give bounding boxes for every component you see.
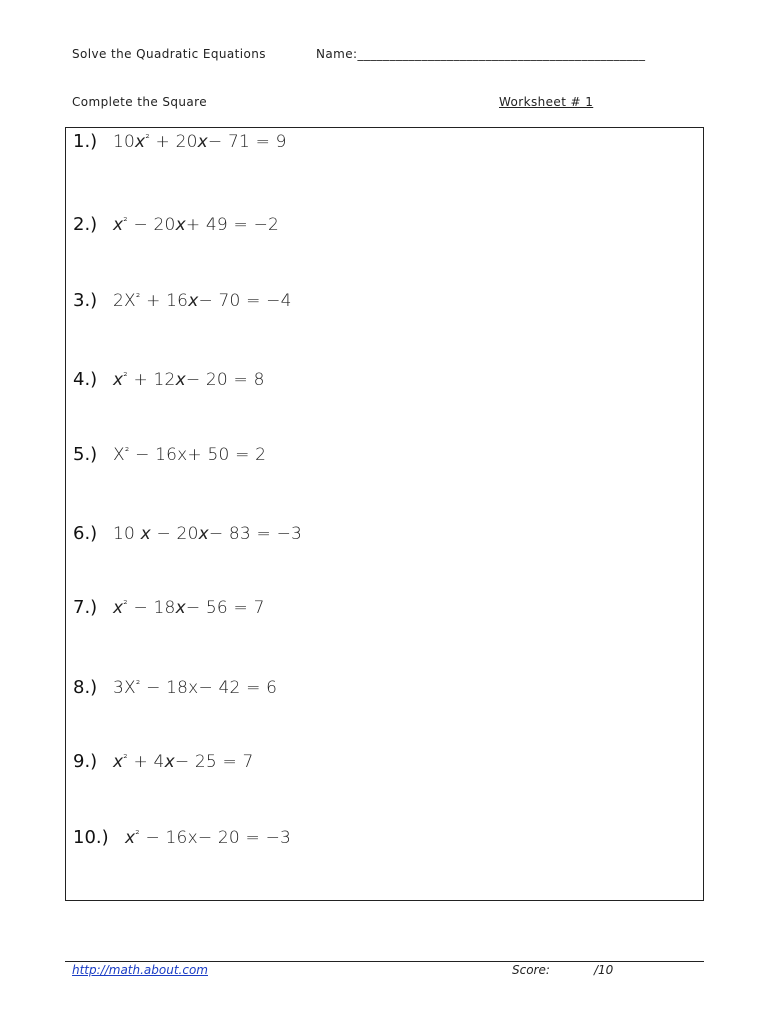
equation-part: − 25 = 7 — [174, 752, 254, 772]
score-label: Score: — [512, 963, 550, 977]
equation-part: ² — [124, 445, 130, 458]
equation-part: − 20 — [127, 215, 176, 235]
problem-number: 1.) — [73, 131, 98, 152]
equation-part: + 49 = −2 — [185, 215, 280, 235]
worksheet-title: Solve the Quadratic Equations — [72, 47, 266, 61]
equation-part: − 18 — [127, 598, 176, 618]
equation-part: 2X — [113, 291, 136, 311]
equation-part: x — [113, 215, 124, 235]
equation-part: x — [164, 752, 175, 772]
equation-part: ² — [123, 752, 128, 765]
problem-4 — [73, 369, 265, 390]
name-field-label: Name:_____________________________________________ — [316, 47, 646, 61]
problem-equation — [113, 291, 292, 311]
equation-part: x — [125, 828, 136, 848]
equation-part: x — [113, 752, 124, 772]
equation-part: ² — [123, 598, 128, 611]
problem-equation — [113, 598, 265, 618]
equation-part: + 16 — [140, 291, 189, 311]
score-total: /10 — [594, 963, 614, 977]
problems-box — [65, 127, 704, 901]
problem-equation — [113, 524, 302, 544]
equation-part: − 20 — [150, 524, 199, 544]
problem-5 — [73, 444, 266, 465]
equation-part: ² — [123, 215, 128, 228]
problem-3 — [73, 290, 292, 311]
problem-number: 8.) — [73, 677, 98, 698]
equation-part: x — [140, 524, 151, 544]
problem-number: 7.) — [73, 597, 98, 618]
problem-number: 2.) — [73, 214, 98, 235]
equation-part: ² — [135, 828, 140, 841]
worksheet-subtitle: Complete the Square — [72, 95, 208, 109]
equation-part: x — [197, 132, 208, 152]
equation-part: + 4 — [127, 752, 165, 772]
equation-part: x — [113, 370, 124, 390]
problem-equation — [113, 752, 254, 772]
problem-equation — [113, 370, 265, 390]
equation-part: + 20 — [149, 132, 198, 152]
equation-part: − 16x− 20 = −3 — [139, 828, 292, 848]
equation-part: − 18x− 42 = 6 — [140, 678, 278, 698]
equation-part: + 12 — [127, 370, 176, 390]
equation-part: ² — [135, 291, 141, 304]
problem-equation — [113, 445, 266, 465]
equation-part: x — [113, 598, 124, 618]
problem-2 — [73, 214, 279, 235]
equation-part: x — [198, 524, 209, 544]
problem-number: 6.) — [73, 523, 98, 544]
equation-part: x — [175, 370, 186, 390]
equation-part: − 20 = 8 — [185, 370, 265, 390]
equation-part: 10 — [113, 524, 141, 544]
problem-equation — [113, 215, 279, 235]
equation-part: x — [135, 132, 146, 152]
equation-part: − 71 = 9 — [207, 132, 287, 152]
source-link[interactable]: http://math.about.com — [72, 963, 208, 977]
equation-part: ² — [145, 132, 150, 145]
equation-part: − 16x+ 50 = 2 — [129, 445, 267, 465]
equation-part: 10 — [113, 132, 136, 152]
problem-equation — [113, 132, 287, 152]
equation-part: − 83 = −3 — [208, 524, 303, 544]
problem-9 — [73, 751, 254, 772]
problem-number: 10.) — [73, 827, 109, 848]
footer-divider — [65, 961, 704, 962]
problem-7 — [73, 597, 265, 618]
problem-8 — [73, 677, 277, 698]
problem-6 — [73, 523, 302, 544]
problem-number: 4.) — [73, 369, 98, 390]
equation-part: X — [113, 445, 125, 465]
problem-1 — [73, 131, 287, 152]
equation-part: ² — [135, 678, 141, 691]
problem-equation — [113, 678, 277, 698]
problem-number: 5.) — [73, 444, 98, 465]
equation-part: − 70 = −4 — [198, 291, 292, 311]
equation-part: − 56 = 7 — [185, 598, 265, 618]
equation-part: 3X — [113, 678, 136, 698]
problem-number: 9.) — [73, 751, 98, 772]
problem-number: 3.) — [73, 290, 98, 311]
worksheet-number: Worksheet # 1 — [499, 95, 594, 109]
problem-equation — [125, 828, 291, 848]
equation-part: x — [175, 598, 186, 618]
equation-part: ² — [123, 370, 128, 383]
equation-part: x — [188, 291, 199, 311]
problem-10 — [73, 827, 291, 848]
equation-part: x — [175, 215, 186, 235]
